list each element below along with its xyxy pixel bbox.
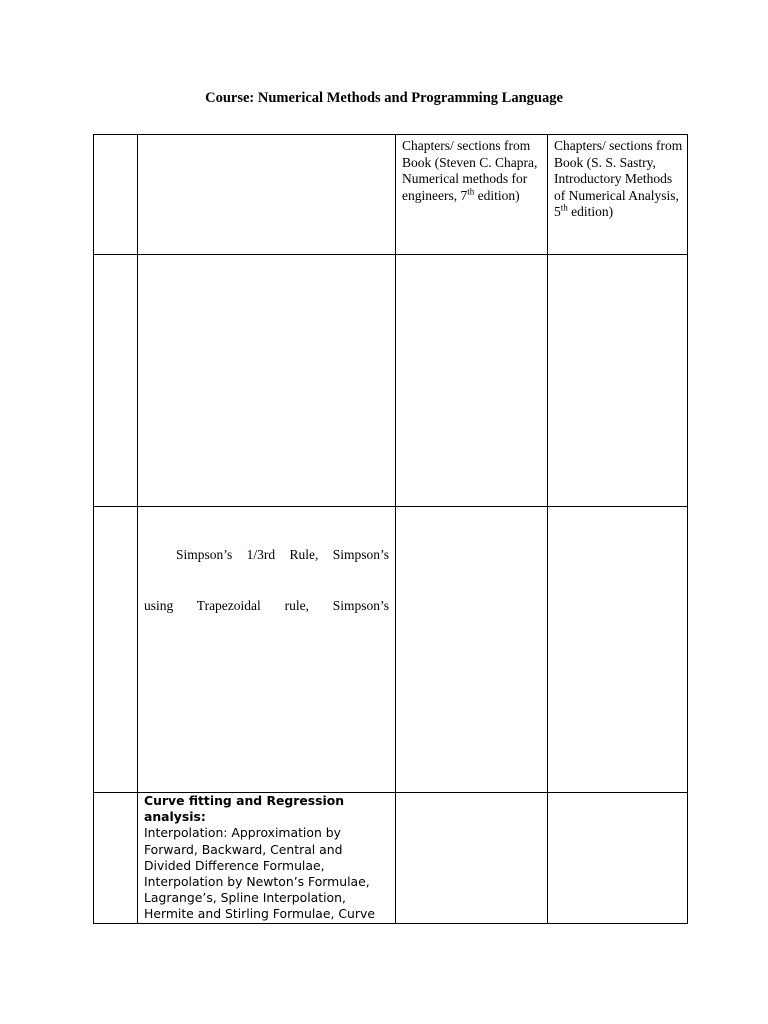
cell-number: [94, 255, 138, 507]
sastry-header-text: Chapters/ sections from Book (S. S. Sastry, Introductory Methods of Numerical Analysis, 5: [554, 138, 683, 220]
cell-topic-curve-fitting: [138, 793, 396, 924]
cell-sastry: [548, 507, 688, 793]
simpson-line-2: using Trapezoidal rule, Simpson’s: [144, 598, 389, 613]
table-row: [94, 507, 688, 793]
cell-chapra-header: [396, 135, 548, 255]
sastry-header-sup: th: [560, 202, 568, 213]
chapra-header-sup: th: [467, 186, 475, 197]
sastry-header-tail: edition): [567, 204, 614, 220]
curve-fitting-heading: Curve fitting and Regression analysis:: [144, 793, 345, 825]
syllabus-table: [93, 134, 688, 924]
cell-chapra: [396, 507, 548, 793]
cell-topic-simpson: [138, 507, 396, 793]
cell-sastry: [548, 255, 688, 507]
cell-chapra: [396, 255, 548, 507]
cell-chapra: [396, 793, 548, 924]
cell-number: [94, 793, 138, 924]
cell-topic: [138, 255, 396, 507]
chapra-header-tail: edition): [474, 187, 520, 203]
cell-topic: [138, 135, 396, 255]
course-title: Course: Numerical Methods and Programming Language: [205, 90, 563, 106]
table-row: [94, 255, 688, 507]
table-row-header: [94, 135, 688, 255]
curve-fitting-body: Interpolation: Approximation by Forward, Backward, Central and Divided Difference Formulae, Interpolation by Newton’s Formulae, Lagrange’s, Spline Interpolation, Hermite and Stirling Formulae, Curve: [144, 825, 375, 922]
simpson-line-1: Simpson’s 1/3rd Rule, Simpson’s: [176, 547, 389, 562]
cell-sastry: [548, 793, 688, 924]
chapra-header-text: Chapters/ sections from Book (Steven C. Chapra, Numerical methods for engineers, 7: [402, 138, 538, 203]
cell-number: [94, 135, 138, 255]
cell-number: [94, 507, 138, 793]
cell-sastry-header: [548, 135, 688, 255]
table-row: [94, 793, 688, 924]
